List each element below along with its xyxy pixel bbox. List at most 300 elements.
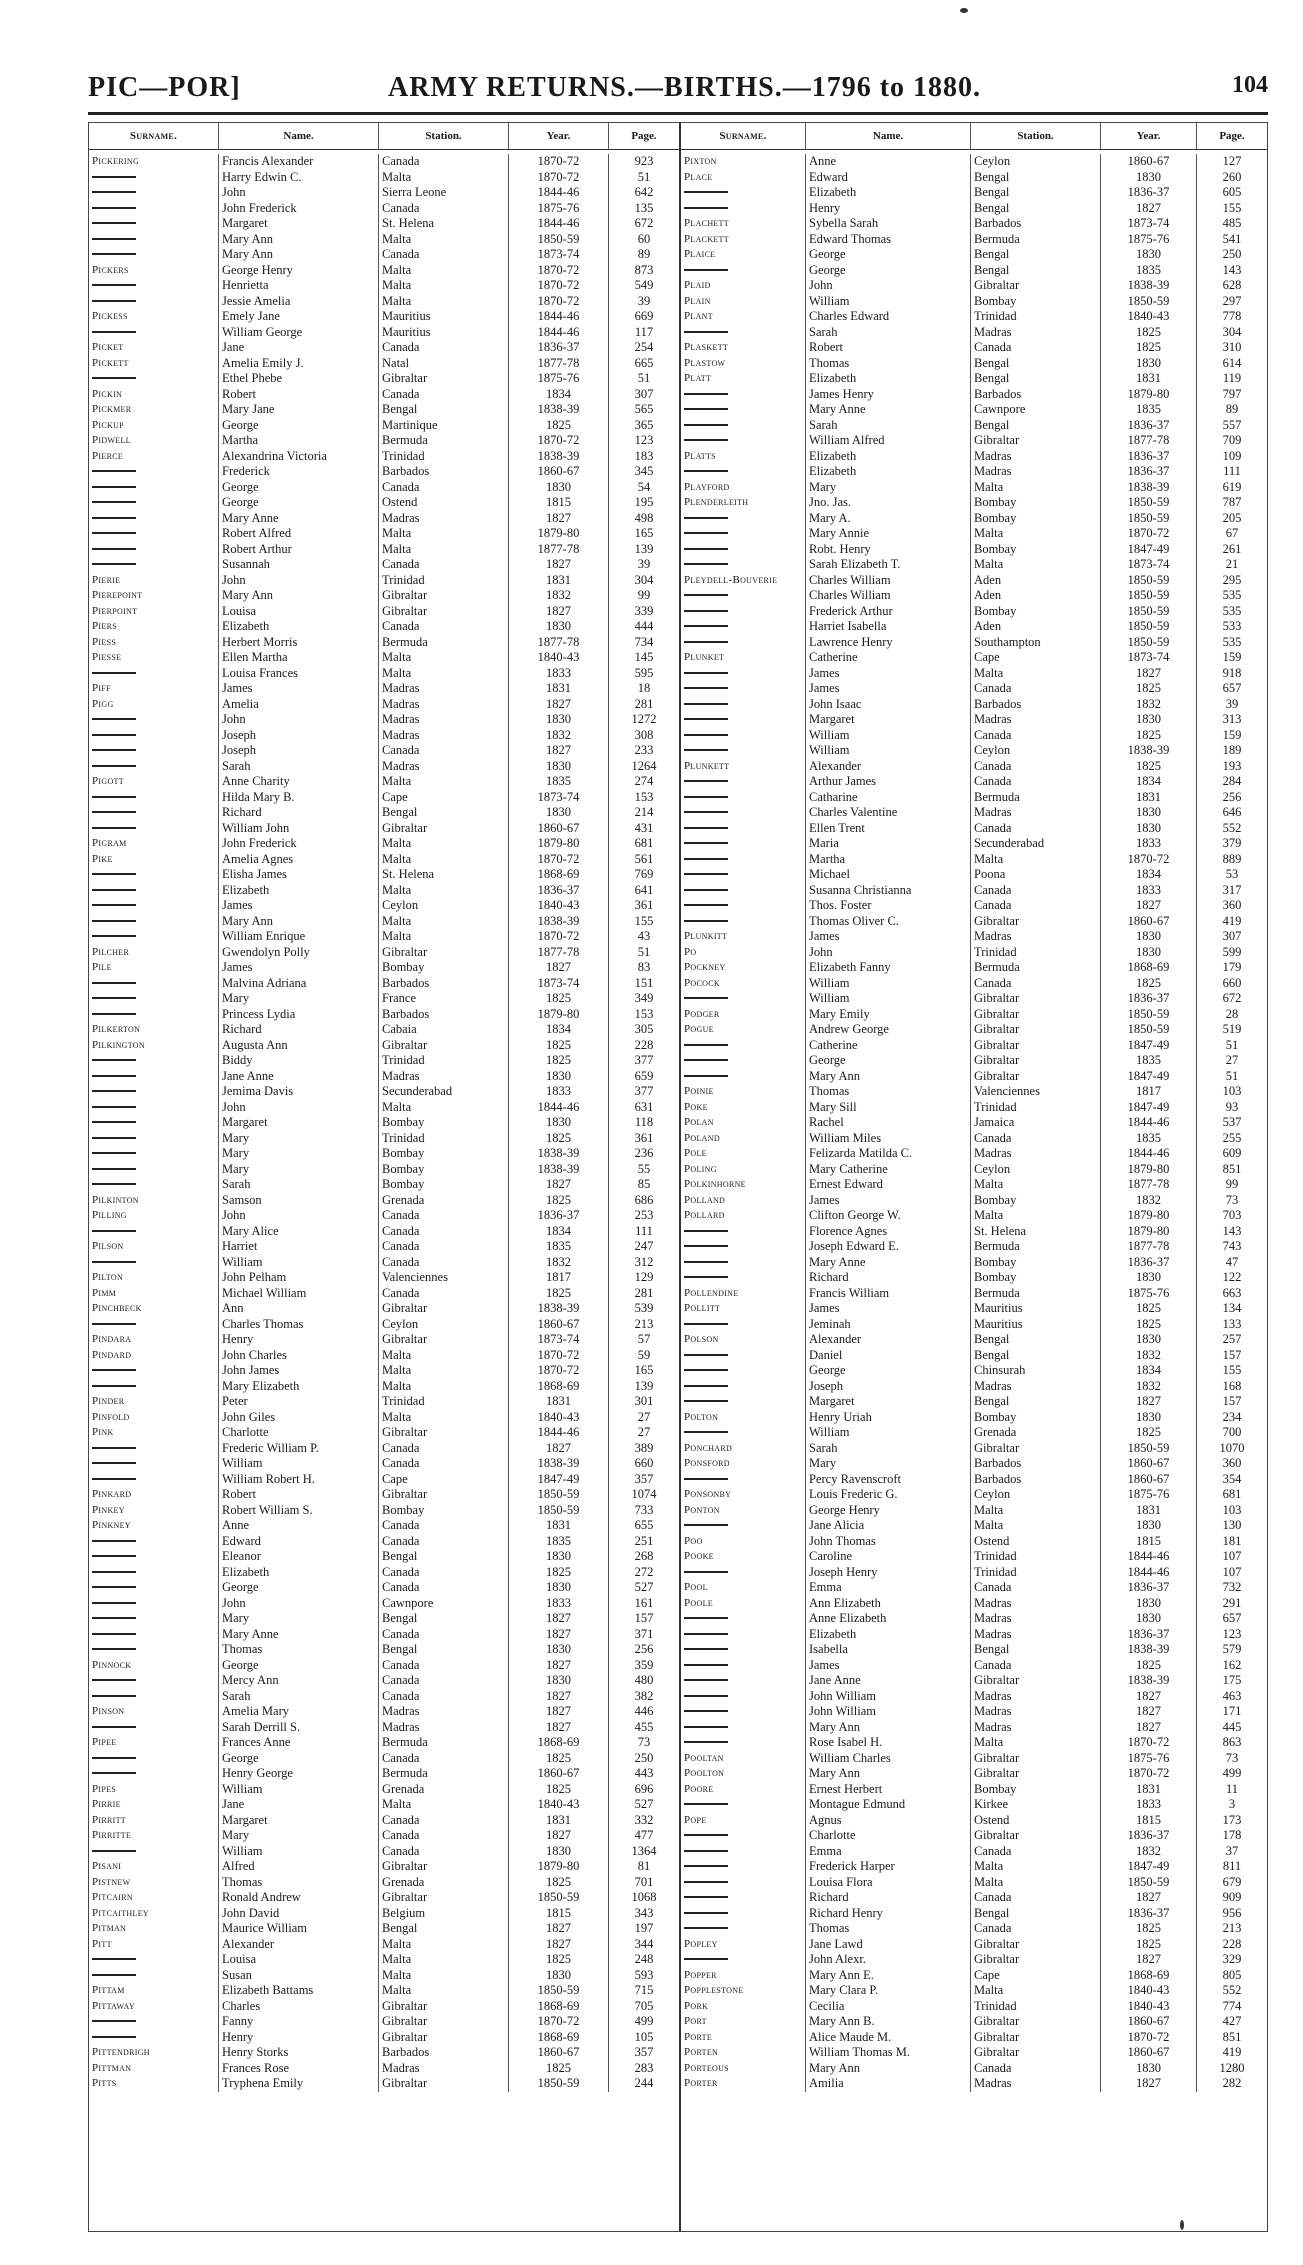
table-row — [681, 1255, 1267, 1271]
station-cell: Cape — [379, 790, 509, 806]
station-cell: Bengal — [971, 418, 1101, 434]
year-cell: 1870-72 — [509, 1348, 609, 1364]
table-row — [89, 2045, 679, 2061]
year-cell: 1838-39 — [509, 1162, 609, 1178]
table-row — [681, 1875, 1267, 1891]
name-cell: John Pelham — [219, 1270, 379, 1286]
station-cell: Cabaia — [379, 1022, 509, 1038]
table-row — [89, 216, 679, 232]
name-cell: William — [806, 976, 971, 992]
page-cell: 111 — [1223, 464, 1241, 478]
year-cell: 1870-72 — [509, 852, 609, 868]
name-cell: Montague Edmund — [806, 1797, 971, 1813]
surname-cell — [681, 1735, 806, 1751]
station-cell: Gibraltar — [379, 1332, 509, 1348]
station-cell: Madras — [379, 712, 509, 728]
year-cell: 1879-80 — [509, 1859, 609, 1875]
page-cell: 127 — [1222, 154, 1242, 168]
surname-cell — [89, 294, 219, 310]
year-cell: 1834 — [509, 1224, 609, 1240]
table-row — [89, 402, 679, 418]
year-cell: 1827 — [509, 1177, 609, 1193]
surname-cell: Plunkett — [681, 759, 806, 775]
ditto-dash — [92, 517, 136, 519]
page-cell: 39 — [637, 557, 651, 571]
station-cell: Natal — [379, 356, 509, 372]
table-row — [89, 1363, 679, 1379]
table-row — [89, 805, 679, 821]
year-cell: 1870-72 — [1101, 1766, 1197, 1782]
surname-cell — [89, 1317, 219, 1333]
station-cell: Sierra Leone — [379, 185, 509, 201]
station-cell: Bermuda — [379, 433, 509, 449]
station-cell: Canada — [971, 774, 1101, 790]
page-cell: 89 — [637, 247, 651, 261]
surname-cell — [89, 2014, 219, 2030]
page-cell: 47 — [1225, 1254, 1239, 1269]
year-cell: 1860-67 — [1101, 1456, 1197, 1472]
surname-cell — [681, 790, 806, 806]
page-cell: 18 — [637, 681, 651, 695]
name-cell: Robert — [219, 1487, 379, 1503]
year-cell: 1830 — [1101, 821, 1197, 837]
year-cell: 1830 — [509, 619, 609, 635]
page-cell: 168 — [1222, 1378, 1242, 1393]
name-cell: Elizabeth Battams — [219, 1983, 379, 1999]
table-row — [681, 511, 1267, 527]
col-header-year: Year. — [509, 123, 609, 149]
name-cell: Ann Elizabeth — [806, 1596, 971, 1612]
ditto-dash — [92, 827, 136, 829]
year-cell: 1830 — [509, 1115, 609, 1131]
page-cell: 155 — [1222, 200, 1242, 215]
surname-cell: Pisani — [89, 1859, 219, 1875]
ditto-dash — [92, 1757, 136, 1759]
table-row — [681, 1100, 1267, 1116]
station-cell: Bermuda — [971, 1239, 1101, 1255]
table-row — [89, 1797, 679, 1813]
ditto-dash — [684, 1958, 728, 1960]
year-cell: 1879-80 — [509, 1007, 609, 1023]
station-cell: Bermuda — [971, 960, 1101, 976]
ditto-dash — [92, 1633, 136, 1635]
page-cell: 769 — [634, 867, 654, 881]
year-cell: 1830 — [509, 1844, 609, 1860]
page-cell: 153 — [634, 789, 654, 804]
ditto-dash — [684, 1865, 728, 1867]
page-cell: 123 — [634, 433, 654, 447]
table-row — [681, 495, 1267, 511]
page-cell: 873 — [634, 262, 654, 277]
year-cell: 1868-69 — [509, 1735, 609, 1751]
table-row — [681, 1317, 1267, 1333]
ditto-dash — [92, 749, 136, 751]
table-row — [681, 2076, 1267, 2092]
page-cell: 135 — [634, 200, 654, 215]
station-cell: Madras — [379, 697, 509, 713]
name-cell: Henry — [219, 1332, 379, 1348]
col-header-name: Name. — [806, 123, 971, 149]
station-cell: Bengal — [971, 263, 1101, 279]
year-cell: 1875-76 — [1101, 1751, 1197, 1767]
page-cell: 257 — [1222, 1332, 1242, 1346]
station-cell: Gibraltar — [379, 1425, 509, 1441]
page-cell: 599 — [1222, 944, 1242, 959]
station-cell: Madras — [379, 511, 509, 527]
surname-cell: Poke — [681, 1100, 806, 1116]
year-cell: 1827 — [509, 697, 609, 713]
year-cell: 1836-37 — [1101, 464, 1197, 480]
page-cell: 283 — [634, 2060, 654, 2075]
surname-cell: Pilson — [89, 1239, 219, 1255]
table-row — [681, 1689, 1267, 1705]
station-cell: Canada — [971, 1890, 1101, 1906]
station-cell: Canada — [379, 1456, 509, 1472]
name-cell: Edward — [219, 1534, 379, 1550]
page-cell: 195 — [634, 495, 654, 509]
station-cell: Malta — [971, 1208, 1101, 1224]
station-cell: Bombay — [379, 1177, 509, 1193]
table-row — [681, 588, 1267, 604]
name-cell: George Henry — [219, 263, 379, 279]
page-cell: 655 — [634, 1518, 654, 1532]
name-cell: Mary — [219, 1146, 379, 1162]
table-row — [89, 2076, 679, 2092]
station-cell: Gibraltar — [971, 278, 1101, 294]
station-cell: Bengal — [379, 402, 509, 418]
station-cell: Bombay — [971, 495, 1101, 511]
name-cell: Robert — [806, 340, 971, 356]
year-cell: 1825 — [1101, 976, 1197, 992]
name-cell: Anne Charity — [219, 774, 379, 790]
surname-cell: Pinkard — [89, 1487, 219, 1503]
surname-cell — [89, 1069, 219, 1085]
page-cell: 254 — [634, 340, 654, 354]
name-cell: William — [219, 1782, 379, 1798]
page-cell: 272 — [634, 1564, 654, 1579]
station-cell: Malta — [379, 1983, 509, 1999]
surname-cell — [89, 1255, 219, 1271]
table-row — [89, 1906, 679, 1922]
page-cell: 533 — [1222, 619, 1242, 633]
surname-cell: Plaice — [681, 247, 806, 263]
surname-cell — [89, 201, 219, 217]
year-cell: 1830 — [509, 1673, 609, 1689]
year-cell: 1825 — [509, 1131, 609, 1147]
table-row — [89, 1410, 679, 1426]
table-row — [89, 1286, 679, 1302]
table-row — [89, 1239, 679, 1255]
page-cell: 552 — [1222, 1983, 1242, 1997]
name-cell: Jeminah — [806, 1317, 971, 1333]
station-cell: Bengal — [379, 1611, 509, 1627]
name-cell: John — [219, 1100, 379, 1116]
page-cell: 1070 — [1219, 1440, 1245, 1455]
table-row — [681, 1208, 1267, 1224]
name-cell: John Giles — [219, 1410, 379, 1426]
table-row — [681, 1146, 1267, 1162]
station-cell: Bermuda — [971, 232, 1101, 248]
name-cell: Joseph Edward E. — [806, 1239, 971, 1255]
table-row — [681, 976, 1267, 992]
table-row — [89, 154, 679, 170]
year-cell: 1827 — [509, 604, 609, 620]
table-row — [681, 340, 1267, 356]
surname-cell: Podger — [681, 1007, 806, 1023]
station-cell: Bombay — [971, 604, 1101, 620]
station-cell: Grenada — [971, 1425, 1101, 1441]
name-cell: Mary A. — [806, 511, 971, 527]
name-cell: Elizabeth — [806, 1627, 971, 1643]
page-cell: 361 — [634, 898, 654, 912]
name-cell: John Frederick — [219, 836, 379, 852]
surname-cell: Plain — [681, 294, 806, 310]
year-cell: 1836-37 — [1101, 1580, 1197, 1596]
station-cell: Bengal — [971, 1332, 1101, 1348]
name-cell: Jane Anne — [219, 1069, 379, 1085]
table-row — [681, 1859, 1267, 1875]
col-header-name: Name. — [219, 123, 379, 149]
ditto-dash — [92, 1059, 136, 1061]
year-cell: 1840-43 — [1101, 309, 1197, 325]
page-cell: 811 — [1222, 1859, 1242, 1873]
ditto-dash — [684, 997, 728, 999]
year-cell: 1875-76 — [1101, 232, 1197, 248]
surname-cell — [89, 1766, 219, 1782]
page-cell: 956 — [1222, 1905, 1242, 1920]
page-number: 104 — [1232, 72, 1268, 98]
surname-cell: Port — [681, 2014, 806, 2030]
ditto-dash — [92, 1695, 136, 1697]
page-cell: 360 — [1222, 898, 1242, 912]
name-cell: John Alexr. — [806, 1952, 971, 1968]
page-cell: 477 — [634, 1828, 654, 1842]
station-cell: Canada — [971, 340, 1101, 356]
ditto-dash — [92, 889, 136, 891]
surname-cell — [89, 743, 219, 759]
station-cell: Canada — [379, 1534, 509, 1550]
name-cell: James — [219, 960, 379, 976]
station-cell: Madras — [971, 1704, 1101, 1720]
station-cell: Canada — [971, 759, 1101, 775]
table-row — [89, 1673, 679, 1689]
page-cell: 797 — [1222, 386, 1242, 401]
surname-cell — [681, 1379, 806, 1395]
table-row — [681, 1968, 1267, 1984]
ditto-dash — [684, 1354, 728, 1356]
name-cell: Margaret — [806, 712, 971, 728]
name-cell: Louisa Frances — [219, 666, 379, 682]
surname-cell: Ponchard — [681, 1441, 806, 1457]
page-cell: 178 — [1222, 1828, 1242, 1842]
surname-cell: Pickess — [89, 309, 219, 325]
page-cell: 733 — [634, 1502, 654, 1517]
page-cell: 157 — [634, 1611, 654, 1625]
station-cell: Malta — [379, 1363, 509, 1379]
table-row — [681, 852, 1267, 868]
station-cell: Canada — [379, 1441, 509, 1457]
ditto-dash — [684, 1323, 728, 1325]
surname-cell: Popley — [681, 1937, 806, 1953]
station-cell: Barbados — [971, 1456, 1101, 1472]
page-cell: 593 — [634, 1967, 654, 1982]
page-cell: 261 — [1222, 541, 1242, 556]
name-cell: Agnus — [806, 1813, 971, 1829]
table-row — [681, 1828, 1267, 1844]
year-cell: 1860-67 — [509, 464, 609, 480]
page-cell: 189 — [1222, 743, 1242, 757]
name-cell: Charlotte — [806, 1828, 971, 1844]
station-cell: Bombay — [379, 1162, 509, 1178]
name-cell: Elizabeth — [219, 883, 379, 899]
name-cell: William — [219, 1844, 379, 1860]
name-cell: Mary Ann E. — [806, 1968, 971, 1984]
table-row — [89, 387, 679, 403]
table-row — [89, 991, 679, 1007]
surname-cell: Pitcaithley — [89, 1906, 219, 1922]
page-cell: 480 — [634, 1673, 654, 1687]
page-cell: 165 — [634, 1363, 654, 1377]
station-cell: Canada — [379, 1813, 509, 1829]
station-cell: Madras — [971, 1611, 1101, 1627]
page-cell: 51 — [1225, 1037, 1239, 1052]
surname-cell: Pilcher — [89, 945, 219, 961]
year-cell: 1831 — [1101, 1503, 1197, 1519]
station-cell: Bengal — [379, 805, 509, 821]
station-cell: Canada — [379, 1224, 509, 1240]
name-cell: Jane — [219, 340, 379, 356]
name-cell: Alice Maude M. — [806, 2030, 971, 2046]
table-row — [89, 1053, 679, 1069]
year-cell: 1827 — [1101, 1720, 1197, 1736]
page-cell: 535 — [1222, 603, 1242, 618]
ditto-dash — [684, 687, 728, 689]
year-cell: 1844-46 — [509, 185, 609, 201]
year-cell: 1870-72 — [1101, 1735, 1197, 1751]
name-cell: John Charles — [219, 1348, 379, 1364]
station-cell: Madras — [971, 929, 1101, 945]
name-cell: Michael William — [219, 1286, 379, 1302]
ditto-dash — [684, 1385, 728, 1387]
name-cell: Amelia Emily J. — [219, 356, 379, 372]
table-row — [89, 542, 679, 558]
table-row — [89, 1177, 679, 1193]
ditto-dash — [684, 873, 728, 875]
ditto-dash — [684, 1741, 728, 1743]
page-cell: 743 — [1222, 1239, 1242, 1253]
surname-cell: Pollendine — [681, 1286, 806, 1302]
name-cell: George — [219, 1658, 379, 1674]
year-cell: 1827 — [1101, 1952, 1197, 1968]
table-row — [681, 619, 1267, 635]
year-cell: 1836-37 — [1101, 185, 1197, 201]
station-cell: Canada — [379, 247, 509, 263]
page-cell: 159 — [1222, 727, 1242, 742]
name-cell: Robert — [219, 387, 379, 403]
surname-cell — [681, 836, 806, 852]
station-cell: Malta — [379, 1379, 509, 1395]
year-cell: 1835 — [1101, 263, 1197, 279]
ditto-dash — [92, 176, 136, 178]
year-cell: 1830 — [509, 1069, 609, 1085]
surname-cell — [681, 681, 806, 697]
year-cell: 1870-72 — [1101, 526, 1197, 542]
table-row — [681, 914, 1267, 930]
surname-cell — [89, 1379, 219, 1395]
year-cell: 1870-72 — [509, 929, 609, 945]
left-column-block — [89, 123, 681, 2231]
station-cell: Trinidad — [379, 1394, 509, 1410]
name-cell: Herbert Morris — [219, 635, 379, 651]
name-cell: Thomas — [806, 1921, 971, 1937]
table-row — [89, 1766, 679, 1782]
page-cell: 21 — [1225, 557, 1239, 571]
station-cell: Grenada — [379, 1782, 509, 1798]
page-cell: 123 — [1222, 1626, 1242, 1641]
year-cell: 1825 — [1101, 1921, 1197, 1937]
page-cell: 83 — [637, 960, 651, 974]
station-cell: Ceylon — [971, 1162, 1101, 1178]
station-cell: Trinidad — [379, 1131, 509, 1147]
year-cell: 1827 — [1101, 201, 1197, 217]
table-row — [89, 464, 679, 480]
table-row — [89, 898, 679, 914]
ditto-dash — [92, 1013, 136, 1015]
page-cell: 228 — [1222, 1936, 1242, 1951]
ditto-dash — [92, 1602, 136, 1604]
station-cell: Gibraltar — [971, 2045, 1101, 2061]
table-row — [681, 1596, 1267, 1612]
year-cell: 1844-46 — [509, 216, 609, 232]
surname-cell: Pooke — [681, 1549, 806, 1565]
ditto-dash — [92, 1617, 136, 1619]
year-cell: 1838-39 — [1101, 1642, 1197, 1658]
surname-cell: Pipes — [89, 1782, 219, 1798]
station-cell: Bengal — [971, 185, 1101, 201]
surname-cell: Pocock — [681, 976, 806, 992]
table-row — [681, 1580, 1267, 1596]
table-row — [681, 2014, 1267, 2030]
surname-cell — [681, 511, 806, 527]
year-cell: 1825 — [509, 418, 609, 434]
year-cell: 1847-49 — [1101, 1038, 1197, 1054]
station-cell: St. Helena — [971, 1224, 1101, 1240]
table-row — [681, 433, 1267, 449]
table-row — [681, 1007, 1267, 1023]
table-row — [681, 1518, 1267, 1534]
station-cell: Canada — [379, 1689, 509, 1705]
year-cell: 1868-69 — [509, 1999, 609, 2015]
station-cell: Bermuda — [971, 790, 1101, 806]
table-row — [681, 1270, 1267, 1286]
name-cell: Frederick Arthur — [806, 604, 971, 620]
page-cell: 535 — [1222, 634, 1242, 649]
page-cell: 213 — [634, 1316, 654, 1331]
name-cell: Mary Ann — [806, 1766, 971, 1782]
page-cell: 247 — [634, 1239, 654, 1253]
ditto-dash — [92, 1137, 136, 1139]
year-cell: 1879-80 — [1101, 1224, 1197, 1240]
table-row — [681, 929, 1267, 945]
page-cell: 213 — [1222, 1921, 1242, 1935]
surname-cell — [89, 1224, 219, 1240]
year-cell: 1844-46 — [509, 1100, 609, 1116]
page-cell: 51 — [637, 169, 651, 184]
name-cell: Percy Ravenscroft — [806, 1472, 971, 1488]
page-cell: 162 — [1222, 1657, 1242, 1672]
station-cell: Madras — [379, 728, 509, 744]
table-row — [681, 480, 1267, 496]
